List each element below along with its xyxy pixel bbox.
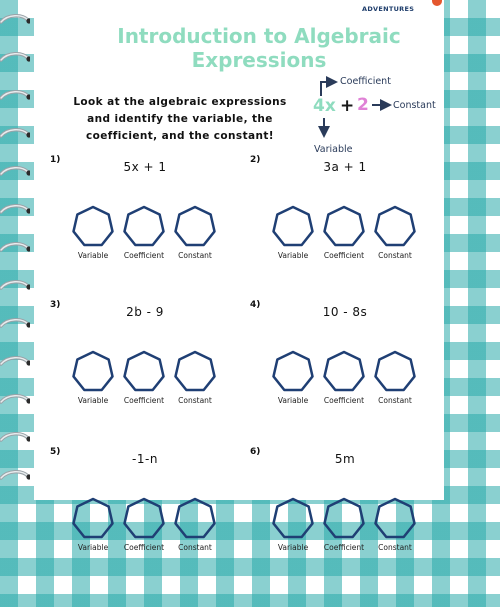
- problem-expression: 10 - 8s: [322, 305, 368, 319]
- caption-coefficient: Coefficient: [323, 396, 365, 405]
- caption-variable: Variable: [277, 396, 309, 405]
- spiral-ring: [0, 126, 30, 140]
- problem-number: 1): [50, 155, 61, 165]
- caption-coefficient: Coefficient: [123, 251, 165, 260]
- title-line-1: Introduction to Algebraic: [117, 24, 401, 48]
- caption-variable: Variable: [77, 543, 109, 552]
- answer-heptagon-coefficient[interactable]: [121, 495, 167, 541]
- answer-heptagon-variable[interactable]: [70, 348, 116, 394]
- spiral-ring: [0, 50, 30, 64]
- example-coefficient-label: Coefficient: [340, 76, 391, 87]
- problem-5: [50, 447, 250, 607]
- spiral-ring: [0, 468, 30, 482]
- answer-heptagon-variable[interactable]: [70, 203, 116, 249]
- problem-number: 6): [250, 447, 261, 457]
- answer-heptagon-variable[interactable]: [70, 495, 116, 541]
- problem-expression: 2b - 9: [126, 305, 164, 319]
- caption-constant: Constant: [378, 543, 412, 552]
- answer-heptagon-coefficient[interactable]: [321, 348, 367, 394]
- answer-heptagon-coefficient[interactable]: [321, 495, 367, 541]
- caption-coefficient: Coefficient: [123, 396, 165, 405]
- problem-number: 2): [250, 155, 261, 165]
- example-variable-label: Variable: [314, 144, 353, 155]
- problem-2: [250, 155, 450, 315]
- instructions-text: Look at the algebraic expressions and identify the variable, the coefficient, and the constant!: [73, 96, 287, 142]
- example-diagram: [306, 70, 456, 160]
- answer-heptagon-variable[interactable]: [270, 495, 316, 541]
- answer-heptagon-constant[interactable]: [372, 495, 418, 541]
- caption-constant: Constant: [178, 396, 212, 405]
- spiral-ring: [0, 392, 30, 406]
- caption-constant: Constant: [178, 251, 212, 260]
- caption-coefficient: Coefficient: [323, 251, 365, 260]
- caption-coefficient: Coefficient: [123, 543, 165, 552]
- answer-heptagon-constant[interactable]: [172, 495, 218, 541]
- spiral-ring: [0, 316, 30, 330]
- answer-heptagon-constant[interactable]: [172, 348, 218, 394]
- spiral-ring: [0, 88, 30, 102]
- answer-heptagon-coefficient[interactable]: [121, 203, 167, 249]
- problem-number: 3): [50, 300, 61, 310]
- example-operator: +: [340, 96, 355, 116]
- problem-expression: 5m: [334, 452, 356, 466]
- caption-constant: Constant: [378, 396, 412, 405]
- caption-coefficient: Coefficient: [323, 543, 365, 552]
- problem-3: [50, 300, 250, 460]
- spiral-ring: [0, 430, 30, 444]
- caption-constant: Constant: [378, 251, 412, 260]
- answer-heptagon-variable[interactable]: [270, 348, 316, 394]
- answer-heptagon-constant[interactable]: [372, 203, 418, 249]
- answer-heptagon-coefficient[interactable]: [321, 203, 367, 249]
- problem-number: 4): [250, 300, 261, 310]
- brand-name: ADVENTURES: [362, 5, 415, 13]
- spiral-ring: [0, 202, 30, 216]
- caption-variable: Variable: [277, 251, 309, 260]
- spiral-ring: [0, 354, 30, 368]
- problem-1: [50, 155, 250, 315]
- problem-4: [250, 300, 450, 460]
- problem-expression: -1-n: [132, 452, 158, 466]
- spiral-ring: [0, 278, 30, 292]
- problem-expression: 3a + 1: [323, 160, 367, 174]
- page-title: [94, 24, 424, 72]
- caption-variable: Variable: [77, 396, 109, 405]
- title-line-2: Expressions: [191, 48, 327, 72]
- example-constant-term: 2: [357, 95, 369, 115]
- spiral-ring: [0, 240, 30, 254]
- example-constant-label: Constant: [393, 100, 436, 111]
- problem-number: 5): [50, 447, 61, 457]
- problem-6: [250, 447, 450, 607]
- caption-constant: Constant: [178, 543, 212, 552]
- problem-expression: 5x + 1: [123, 160, 167, 174]
- answer-heptagon-coefficient[interactable]: [121, 348, 167, 394]
- answer-heptagon-constant[interactable]: [172, 203, 218, 249]
- spiral-ring: [0, 12, 30, 26]
- caption-variable: Variable: [277, 543, 309, 552]
- example-coefficient-term: 4x: [313, 96, 336, 116]
- spiral-ring: [0, 164, 30, 178]
- answer-heptagon-constant[interactable]: [372, 348, 418, 394]
- caption-variable: Variable: [77, 251, 109, 260]
- answer-heptagon-variable[interactable]: [270, 203, 316, 249]
